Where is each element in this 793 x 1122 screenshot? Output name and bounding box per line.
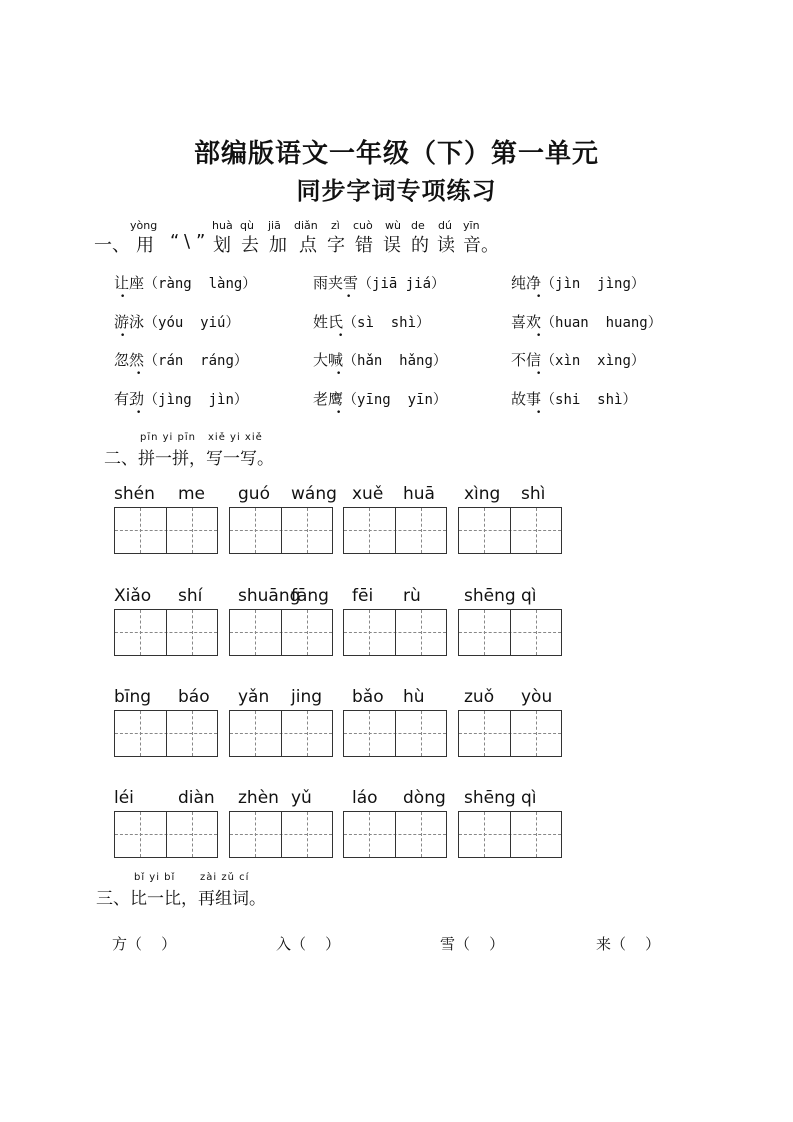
pinyin: cuò [353,219,373,232]
item-word: 大喊 [313,351,344,369]
pinyin-word: báo [178,687,210,707]
item-pinyin-choices: （jìng jìn） [144,392,248,408]
guide-line [536,812,537,857]
pinyin-word: Xiǎo [114,586,152,606]
heading-char: 去 [241,235,259,256]
pronunciation-item [114,349,248,370]
item-word: 不信 [511,351,542,369]
pronunciation-item [313,311,430,332]
item-pinyin-choices: （jiā jiá） [358,276,446,292]
emphasis-dot: • [536,369,542,379]
guide-line [484,711,485,756]
pinyin-word: láo [352,788,378,808]
cell-divider [281,610,282,655]
heading-char: 划 [213,235,231,256]
pinyin: zì [331,219,340,232]
page-title: 部编版语文一年级（下）第一单元 [193,139,599,169]
guide-line [192,812,193,857]
guide-line [369,508,370,553]
writing-box[interactable] [343,710,447,757]
pronunciation-item [511,388,636,409]
item-word: 喜欢 [511,313,542,331]
section2-heading: 二、拼一拼，写一写。 [104,449,274,469]
guide-line [140,610,141,655]
writing-box[interactable] [114,507,218,554]
item-pinyin-choices: （ràng làng） [144,276,257,292]
compare-item[interactable]: 雪（ ） [440,935,505,953]
emphasis-dot: • [536,331,542,341]
pinyin-word: me [178,484,206,504]
pinyin-word: wáng [291,484,337,504]
pinyin-word: shuāng [238,586,301,606]
cell-divider [166,610,167,655]
heading-char: ” [196,231,206,252]
pinyin: yòng [130,219,158,232]
pinyin-word: bīng [114,687,152,707]
pinyin-word: xuě [352,484,384,504]
guide-line [307,711,308,756]
pinyin-word: yǔ [291,788,312,808]
writing-box[interactable] [114,811,218,858]
emphasis-dot: • [536,292,542,302]
guide-line [421,610,422,655]
pronunciation-item [114,272,256,293]
cell-divider [166,508,167,553]
pinyin-word: guó [238,484,270,504]
writing-box[interactable] [343,609,447,656]
cell-divider [166,711,167,756]
item-pinyin-choices: （rán ráng） [144,353,248,369]
heading-char: \ [184,231,191,252]
page-subtitle: 同步字词专项练习 [296,176,497,205]
item-pinyin-choices: （hǎn hǎng） [343,353,447,369]
pinyin-word: diàn [178,788,215,808]
section3-heading: 三、比一比，再组词。 [96,889,266,909]
writing-box[interactable] [458,507,562,554]
guide-line [255,812,256,857]
cell-divider [281,812,282,857]
guide-line [307,812,308,857]
compare-item[interactable]: 方（ ） [112,935,177,953]
item-word: 老鹰 [313,390,344,408]
pronunciation-item [313,388,447,409]
writing-box[interactable] [458,609,562,656]
pinyin-word: shén [114,484,155,504]
guide-line [369,711,370,756]
writing-box[interactable] [343,811,447,858]
writing-box[interactable] [343,507,447,554]
pinyin-word: zuǒ [464,687,495,707]
guide-line [307,610,308,655]
pinyin-word: dòng [403,788,446,808]
heading-char: 错 [355,235,373,256]
item-word: 故事 [511,390,542,408]
pinyin-word: zhèn [238,788,279,808]
guide-line [421,508,422,553]
pinyin-word: hù [403,687,425,707]
guide-line [307,508,308,553]
guide-line [255,610,256,655]
emphasis-dot: • [336,408,342,418]
cell-divider [510,812,511,857]
heading-char: 的 [411,235,429,256]
writing-box[interactable] [229,710,333,757]
pronunciation-item [114,388,248,409]
cell-divider [166,812,167,857]
pinyin: yīn [463,219,480,232]
heading-pinyin: xiě yi xiě [208,432,263,443]
pinyin: jiā [268,219,281,232]
heading-pinyin: bǐ yi bǐ [134,872,176,883]
item-pinyin-choices: （yóu yiú） [144,315,240,331]
item-pinyin-choices: （huan huang） [541,315,662,331]
writing-box[interactable] [229,609,333,656]
cell-divider [281,711,282,756]
item-word: 有劲 [114,390,145,408]
emphasis-dot: • [536,408,542,418]
pinyin-word: bǎo [352,687,384,707]
guide-line [255,711,256,756]
writing-box[interactable] [229,811,333,858]
pronunciation-item [114,311,239,332]
item-word: 姓氏 [313,313,344,331]
pronunciation-item [511,311,662,332]
pinyin: diǎn [294,219,318,232]
guide-line [484,812,485,857]
cell-divider [510,711,511,756]
pinyin-word: xìng [464,484,501,504]
guide-line [536,610,537,655]
item-word: 纯净 [511,274,542,292]
cell-divider [281,508,282,553]
pronunciation-item [313,349,447,370]
pinyin-word: shēng [464,586,516,606]
pinyin-word: qì [521,586,537,606]
pinyin-word: shí [178,586,203,606]
writing-box[interactable] [458,811,562,858]
compare-item[interactable]: 来（ ） [596,935,661,953]
guide-line [192,610,193,655]
item-word: 雨夹雪 [313,274,359,292]
writing-box[interactable] [114,609,218,656]
cell-divider [510,508,511,553]
heading-char: 读 [437,235,455,256]
pinyin: wù [385,219,401,232]
item-pinyin-choices: （jìn jìng） [541,276,645,292]
pinyin: qù [240,219,254,232]
item-word: 游泳 [114,313,145,331]
emphasis-dot: • [120,331,126,341]
pinyin-word: léi [114,788,134,808]
emphasis-dot: • [346,292,352,302]
writing-box[interactable] [229,507,333,554]
item-word: 忽然 [114,351,145,369]
section1-number: 一、 [94,235,130,256]
pronunciation-item [313,272,445,293]
cell-divider [510,610,511,655]
heading-char: 字 [327,235,345,256]
heading-char: 用 [136,235,154,256]
guide-line [484,508,485,553]
guide-line [536,711,537,756]
heading-char: 误 [383,235,401,256]
pinyin: huà [212,219,233,232]
item-pinyin-choices: （sì shì） [343,315,431,331]
heading-char: 加 [269,235,287,256]
item-pinyin-choices: （shi shì） [541,392,637,408]
pinyin-word: shì [521,484,546,504]
pinyin-word: fēi [352,586,374,606]
guide-line [369,610,370,655]
pinyin-word: fāng [291,586,329,606]
pinyin-word: yǎn [238,687,270,707]
item-pinyin-choices: （yīng yīn） [343,392,447,408]
pinyin-word: qì [521,788,537,808]
heading-pinyin: zài zǔ cí [200,872,250,883]
pinyin-word: huā [403,484,435,504]
pinyin: dú [438,219,452,232]
guide-line [421,711,422,756]
guide-line [255,508,256,553]
item-word: 让座 [114,274,145,292]
guide-line [140,711,141,756]
guide-line [192,508,193,553]
guide-line [484,610,485,655]
compare-item[interactable]: 入（ ） [276,935,341,953]
guide-line [140,508,141,553]
emphasis-dot: • [136,408,142,418]
heading-char: 音。 [463,235,499,256]
cell-divider [395,711,396,756]
guide-line [369,812,370,857]
writing-box[interactable] [458,710,562,757]
pronunciation-item [511,349,645,370]
emphasis-dot: • [136,369,142,379]
guide-line [140,812,141,857]
cell-divider [395,610,396,655]
guide-line [192,711,193,756]
heading-char: 点 [299,235,317,256]
pronunciation-item [511,272,645,293]
heading-char: “ [170,231,180,252]
emphasis-dot: • [338,331,344,341]
heading-pinyin: pīn yi pīn [140,432,196,443]
cell-divider [395,508,396,553]
emphasis-dot: • [120,292,126,302]
cell-divider [395,812,396,857]
pinyin: de [411,219,425,232]
writing-box[interactable] [114,710,218,757]
pinyin-word: yòu [521,687,553,707]
item-pinyin-choices: （xìn xìng） [541,353,645,369]
guide-line [421,812,422,857]
pinyin-word: jing [291,687,323,707]
pinyin-word: shēng [464,788,516,808]
pinyin-word: rù [403,586,421,606]
guide-line [536,508,537,553]
emphasis-dot: • [336,369,342,379]
